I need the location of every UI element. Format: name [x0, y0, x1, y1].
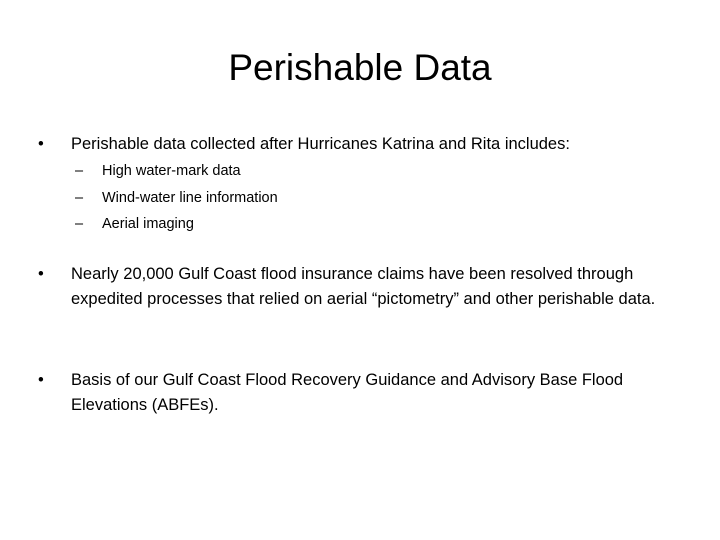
sub-bullet-text: Wind-water line information [102, 189, 278, 206]
slide-title: Perishable Data [228, 47, 492, 88]
bullet-text: Basis of our Gulf Coast Flood Recovery Guidance and Advisory Base Flood Elevations (ABFEs). [71, 371, 624, 414]
sub-bullet-text: High water-mark data [102, 163, 241, 179]
bullet-item [38, 132, 678, 157]
sub-bullet-marker: – [75, 163, 84, 179]
sub-bullet-marker: – [75, 189, 84, 206]
bullet-text: Nearly 20,000 Gulf Coast flood insurance claims have been resolved through expedited processes that relied on aerial “pictometry” and other perishable data. [71, 265, 656, 308]
sub-bullet-text: Aerial imaging [102, 216, 194, 232]
bullet-marker: • [38, 371, 44, 389]
bullet-item [38, 262, 678, 312]
bullet-item [38, 368, 678, 418]
sub-bullet-item [75, 185, 575, 212]
sub-bullet-item [75, 158, 575, 185]
sub-bullet-list [75, 158, 575, 238]
sub-bullet-marker: – [75, 216, 84, 232]
bullet-marker: • [38, 265, 44, 283]
bullet-text: Perishable data collected after Hurricanes Katrina and Rita includes: [71, 135, 570, 153]
bullet-marker: • [38, 135, 44, 153]
sub-bullet-item [75, 211, 575, 238]
